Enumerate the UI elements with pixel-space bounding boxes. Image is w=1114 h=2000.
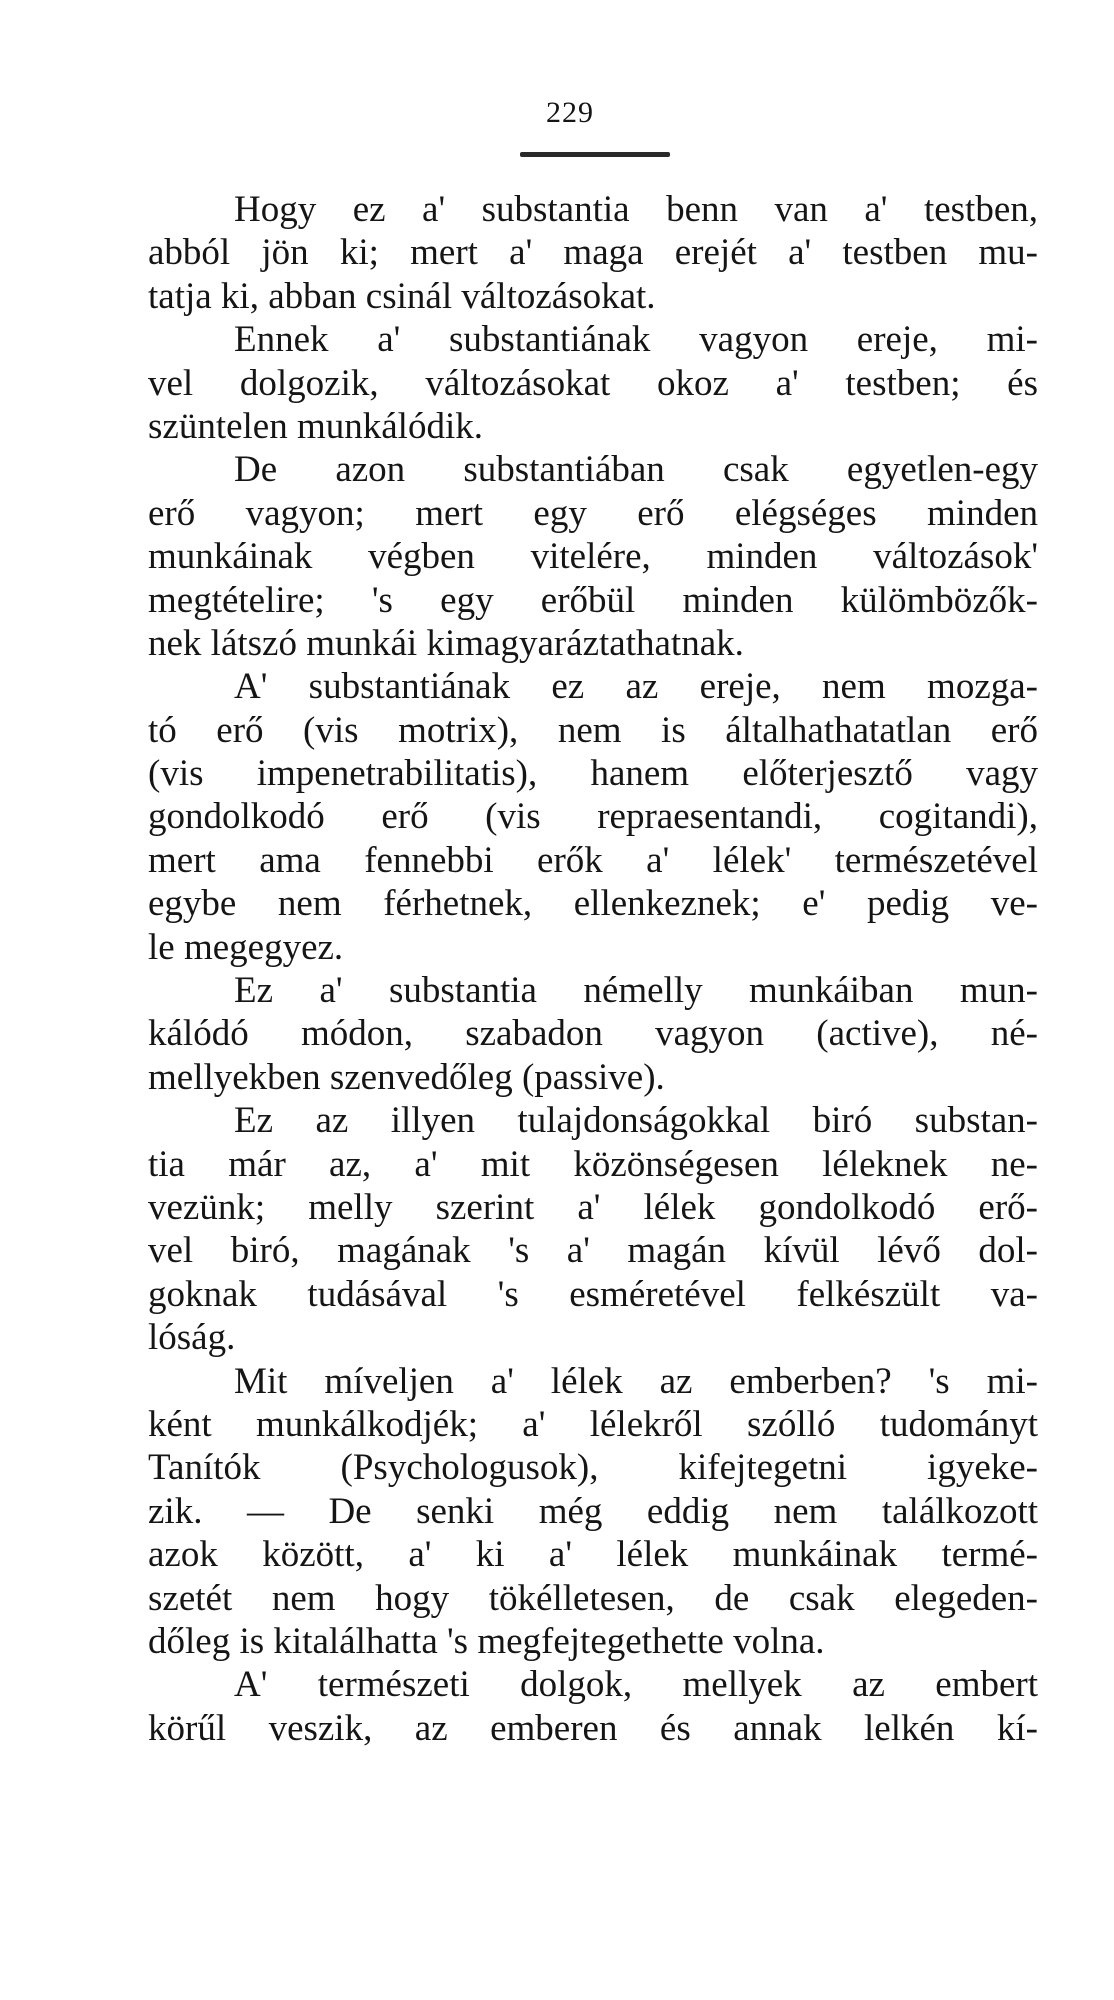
text-line: ként munkálkodjék; a' lélekről szólló tudományt: [148, 1403, 1038, 1445]
text-line: gondolkodó erő (vis repraesentandi, cogitandi),: [148, 796, 1038, 838]
text-line: (vis impenetrabilitatis), hanem előterjesztő vagy: [148, 753, 1038, 795]
text-line: Tanítók (Psychologusok), kifejtegetni igyeke-: [148, 1447, 1038, 1489]
text-line: abból jön ki; mert a' maga erejét a' testben mu-: [148, 232, 1038, 274]
text-line: A' természeti dolgok, mellyek az embert: [234, 1664, 1038, 1706]
text-line: nek látszó munkái kimagyaráztathatnak.: [148, 622, 744, 664]
text-line: tatja ki, abban csinál változásokat.: [148, 275, 656, 317]
text-line: Ez az illyen tulajdonságokkal biró substan-: [234, 1100, 1038, 1142]
text-line: Hogy ez a' substantia benn van a' testben,: [234, 189, 1038, 230]
page-number: 229: [546, 96, 594, 129]
text-line: Ez a' substantia némelly munkáiban mun-: [234, 970, 1038, 1012]
text-line: De azon substantiában csak egyetlen-egy: [234, 449, 1038, 491]
text-line: dőleg is kitalálhatta 's megfejtegethette volna.: [148, 1620, 825, 1662]
text-line: tia már az, a' mit közönségesen léleknek ne-: [148, 1143, 1038, 1185]
text-line: goknak tudásával 's esméretével felkészült va-: [148, 1273, 1038, 1315]
text-line: vel dolgozik, változásokat okoz a' testben; és: [148, 362, 1038, 404]
header-rule: [520, 152, 670, 157]
text-line: erő vagyon; mert egy erő elégséges minden: [148, 492, 1038, 534]
text-line: A' substantiának ez az ereje, nem mozga-: [234, 666, 1038, 708]
text-line: kálódó módon, szabadon vagyon (active), né-: [148, 1013, 1038, 1055]
text-line: tó erő (vis motrix), nem is általhathatatlan erő: [148, 709, 1038, 751]
text-line: lóság.: [148, 1317, 236, 1359]
body-text: [148, 188, 1038, 1750]
text-line: Mit míveljen a' lélek az emberben? 's mi-: [234, 1360, 1038, 1402]
text-line: le megegyez.: [148, 926, 344, 968]
text-line: szetét nem hogy tökélletesen, de csak elegeden-: [148, 1577, 1038, 1619]
text-line: azok között, a' ki a' lélek munkáinak termé-: [148, 1534, 1038, 1576]
text-line: Ennek a' substantiának vagyon ereje, mi-: [234, 319, 1038, 361]
text-line: vel biró, magának 's a' magán kívül lévő dol-: [148, 1230, 1038, 1272]
text-line: mellyekben szenvedőleg (passive).: [148, 1056, 665, 1098]
text-line: mert ama fennebbi erők a' lélek' természetével: [148, 839, 1038, 881]
text-line: szüntelen munkálódik.: [148, 405, 483, 447]
text-line: egybe nem férhetnek, ellenkeznek; e' pedig ve-: [148, 883, 1038, 925]
text-line: munkáinak végben vitelére, minden változások': [148, 536, 1038, 578]
text-line: körűl veszik, az emberen és annak lelkén kí-: [148, 1707, 1038, 1749]
text-line: vezünk; melly szerint a' lélek gondolkodó erő-: [148, 1186, 1038, 1228]
text-line: megtételire; 's egy erőbül minden külömbözők-: [148, 579, 1038, 621]
text-line: zik. — De senki még eddig nem találkozott: [148, 1490, 1038, 1532]
